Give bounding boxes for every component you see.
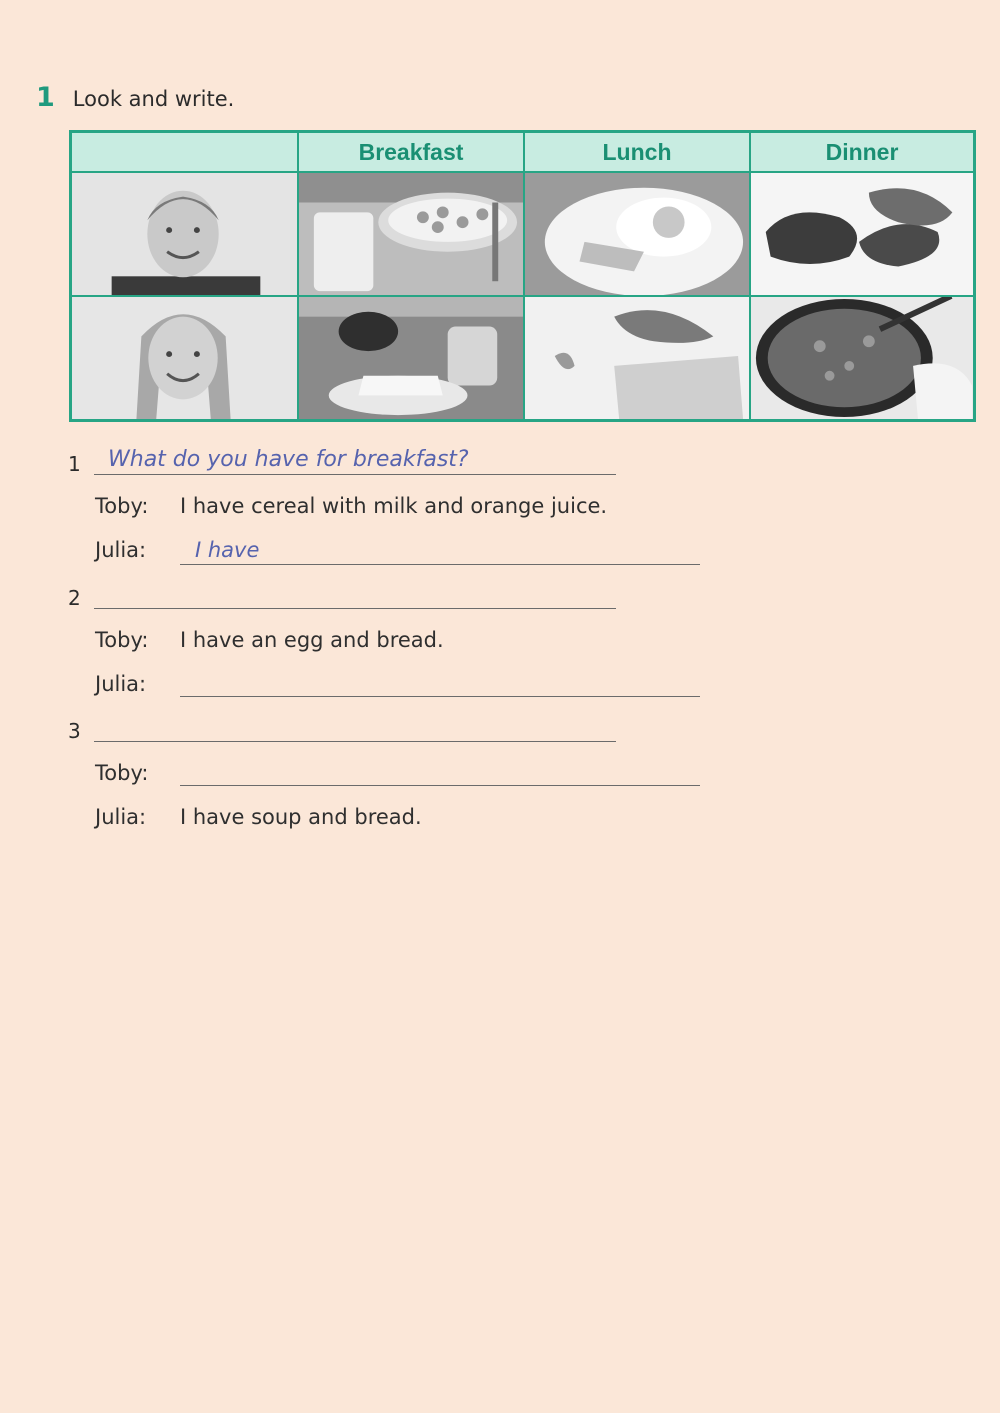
toast-honey-tea-photo [299,297,525,419]
julia-answer: I have soup and bread. [180,805,422,829]
toby-answer: I have cereal with milk and orange juice. [180,494,608,518]
cereal-milk-juice-photo [299,173,525,297]
question-number: 1 [68,452,81,476]
question-1-answer: What do you have for breakfast? [108,447,469,472]
table-header-breakfast: Breakfast [299,133,525,173]
meal-table [69,130,976,422]
speaker-toby: Toby: [95,761,149,785]
question-1-input[interactable] [94,446,616,475]
toby-answer: I have an egg and bread. [180,628,444,652]
question-3-input[interactable] [94,713,616,742]
soup-bread-photo [751,297,973,419]
speaker-julia: Julia: [95,672,147,696]
table-header-lunch: Lunch [525,133,751,173]
table-header-empty [72,133,299,173]
steak-salad-photo [751,173,973,297]
speaker-toby: Toby: [95,494,149,518]
exercise-number: 1 [36,82,55,113]
julia-answer-input[interactable] [180,536,700,565]
exercise-title [36,82,234,113]
sandwich-salad-photo [525,297,751,419]
boy-photo [72,173,299,297]
exercise-instruction: Look and write. [72,87,235,111]
speaker-toby: Toby: [95,628,149,652]
question-number: 3 [68,719,81,743]
question-number: 2 [68,586,81,610]
julia-answer: I have [195,538,260,562]
toby-answer-input[interactable] [180,757,700,786]
speaker-julia: Julia: [95,538,147,562]
speaker-julia: Julia: [95,805,147,829]
girl-photo [72,297,299,419]
egg-bread-photo [525,173,751,297]
question-2-input[interactable] [94,580,616,609]
table-header-dinner: Dinner [751,133,973,173]
julia-answer-input[interactable] [180,668,700,697]
